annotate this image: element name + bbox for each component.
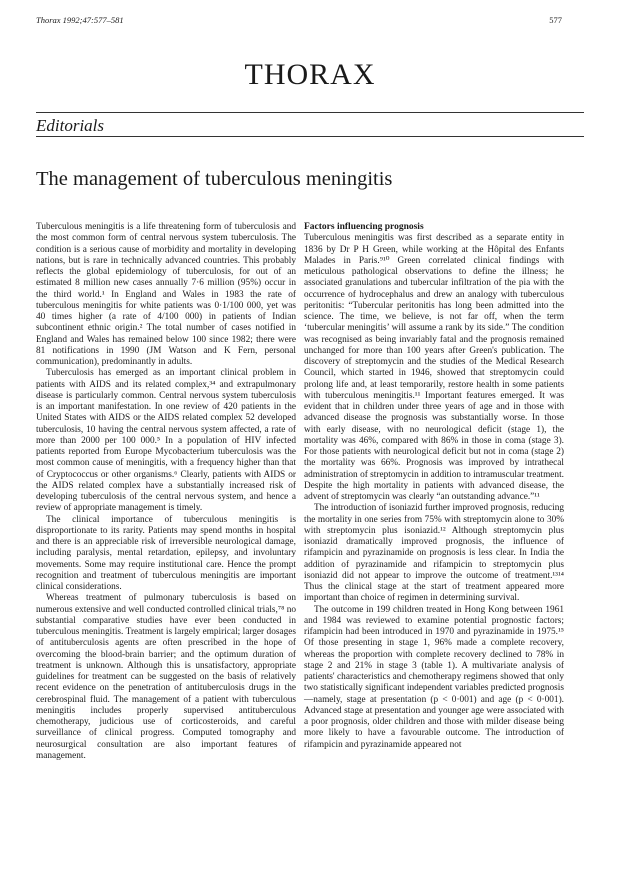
paragraph: Whereas treatment of pulmonary tuberculosis is based on numerous extensive and well conducted controlled clinical trials,⁷⁸ no substantial comparative studies have ever been conducted in tuberculous meningitis. Treatment is largely empirical; larger dosages of antituberculosis agents are often prescribed in the hope of overcoming the blood-brain barrier; and the optimum duration of treatment is unknown. Although this is unsatisfactory, appropriate guidelines for treatment can be suggested on the basis of relatively recent evidence on the penetration of antituberculosis drugs in the cerebrospinal fluid. The management of a patient with tuberculous meningitis includes properly supervised antituberculous chemotherapy, judicious use of corticosteroids, and careful surveillance of clinical progress. Computed tomography and neurosurgical consultation are also important features of management.	[36, 593, 296, 761]
left-column	[36, 222, 296, 762]
right-column	[304, 222, 564, 751]
section-heading: Factors influencing prognosis	[304, 222, 424, 232]
paragraph: Tuberculous meningitis is a life threatening form of tuberculosis and the most common form of central nervous system tuberculosis. The condition is a serious cause of morbidity and mortality in developing nations, but is rare in technically advanced countries. This probably reflects the global epidemiology of tuberculosis, for out of an estimated 8 million new cases annually 7·6 million (95%) occur in the third world.¹ In England and Wales in 1983 the rate of tuberculous meningitis for white patients was 0·1/100 000, yet was 40 times higher (a rate of 4/100 000) in patients of Indian subcontinent ethnic origin.² The total number of cases notified in England and Wales has remained below 100 since 1982; there were 81 notifications in 1990 (JM Watson and K Fern, personal communication), predominantly in adults.	[36, 222, 296, 367]
paragraph: The outcome in 199 children treated in Hong Kong between 1961 and 1984 was reviewed to examine potential prognostic factors; rifampicin had been introduced in 1970 and pyrazinamide in 1975.¹⁵ Of those presenting in stage 1, 96% made a complete recovery, whereas the proportion with complete recovery declined to 78% in stage 2 and 21% in stage 3 (table 1). A multivariate analysis of patients' characteristics and chemotherapy regimens showed that only two statistically significant independent variables predicted prognosis—namely, stage at presentation (p < 0·001) and age (p < 0·001). Advanced stage at presentation and younger age were associated with a poor prognosis, older children and those with milder disease being more likely to have a favourable outcome. The introduction of rifampicin and pyrazinamide appeared not	[304, 604, 564, 750]
section-label: Editorials	[36, 116, 105, 135]
divider-bottom	[36, 136, 584, 137]
divider-top	[36, 112, 584, 113]
paragraph: The clinical importance of tuberculous meningitis is disproportionate to its rarity. Patients may spend months in hospital and there is an appreciable risk of irreversible neurological damage, including paralysis, mental retardation, epilepsy, and involuntary movements. Some may require institutional care. Hence the prompt recognition and treatment of tuberculous meningitis are important clinical considerations.	[36, 514, 296, 592]
journal-citation: Thorax 1992;47:577–581	[36, 15, 124, 25]
article-title: The management of tuberculous meningitis	[36, 168, 393, 190]
paragraph: Tuberculous meningitis was first described as a separate entity in 1836 by Dr P H Green, while working at the Hôpital des Enfants Malades in Paris.⁹¹⁰ Green correlated clinical findings with meticulous pathological observations to define the illness; he associated granulations and tubercular infiltration of the pia with the occurrence of hydrocephalus and drew an analogy with tuberculous peritonitis: “Tubercular peritonitis has long been admitted into the science. The time, we believe, is not far off, when the term ‘tubercular meningitis’ will assume a rank by its side.” The condition was recognised as being invariably fatal and the prognosis remained unchanged for more than 100 years after Green's publication. The discovery of streptomycin and the studies of the Medical Research Council, which started in 1946, showed that streptomycin could prolong life and, at least temporarily, restore health in some patients with tuberculous meningitis.¹¹ Important features emerged. It was evident that in children under three years of age and in those with advanced disease the prognosis was substantially worse. In those with early disease, with no neurological deficit (stage 1), the mortality was 46%, compared with 86% in those in coma (stage 3). For those patients with neurological deficit but not in coma (stage 2) the mortality was 66%. Prognosis was improved by intrathecal administration of streptomycin in addition to intramuscular treatment. Despite the high mortality in patients with advanced disease, the advent of streptomycin was clearly “an outstanding advance.”¹¹	[304, 233, 564, 502]
paragraph: The introduction of isoniazid further improved prognosis, reducing the mortality in one series from 75% with streptomycin alone to 30% with streptomycin plus isoniazid.¹² Although streptomycin plus isoniazid dramatically improved prognosis, the influence of rifampicin and pyrazinamide on prognosis is less clear. In India the addition of pyrazinamide and rifampicin to streptomycin plus isoniazid did not appear to improve the outcome of treatment.¹³¹⁴ Thus the clinical stage at the start of treatment appeared more important than choice of regimen in determining survival.	[304, 503, 564, 604]
journal-masthead: THORAX	[244, 58, 376, 91]
page-number: 577	[549, 15, 562, 25]
paragraph: Tuberculosis has emerged as an important clinical problem in patients with AIDS and its related complex,³⁴ and extrapulmonary disease is particularly common. Central nervous system tuberculosis is an important manifestation. In one review of 420 patients in the United States with AIDS or the AIDS related complex 52 developed tuberculosis, 10 having the central nervous system affected, a rate of more than 2000 per 100 000.⁵ In a population of HIV infected patients reported from Europe Mycobacterium tuberculosis was the most common cause of meningitis, with a frequency higher than that of Cryptococcus or other organisms.⁶ Clearly, patients with AIDS or the AIDS related complex have a substantially increased risk of developing tuberculosis of the central nervous system, and hence a review of appropriate management is timely.	[36, 368, 296, 514]
